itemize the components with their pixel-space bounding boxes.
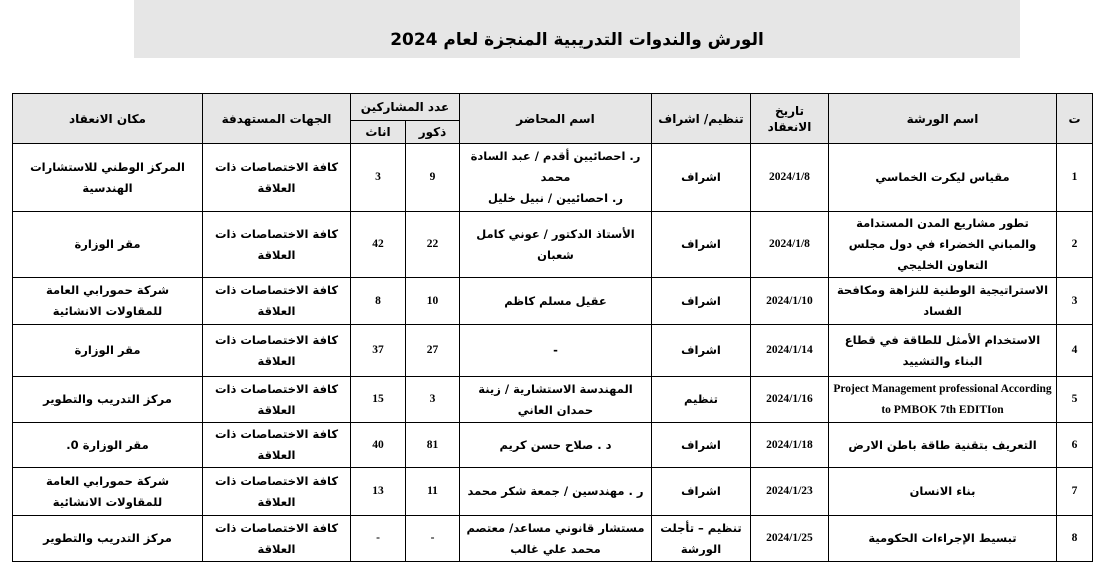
header-participants: عدد المشاركين — [351, 94, 460, 121]
cell-date: 2024/1/10 — [751, 278, 829, 325]
cell-females: 37 — [351, 325, 406, 377]
table-row — [13, 516, 1093, 562]
cell-lecturer: ر . مهندسين / جمعة شكر محمد — [460, 468, 652, 516]
cell-lecturer: - — [460, 325, 652, 377]
header-lecturer: اسم المحاضر — [460, 94, 652, 144]
header-target: الجهات المستهدفة — [203, 94, 351, 144]
cell-lecturer: مستشار قانوني مساعد/ معتصم محمد علي غالب — [460, 516, 652, 562]
cell-date: 2024/1/8 — [751, 212, 829, 278]
cell-females: 3 — [351, 144, 406, 212]
cell-males: 22 — [406, 212, 460, 278]
title-band — [134, 0, 1020, 58]
cell-seq: 6 — [1057, 423, 1093, 468]
document-title: الورش والندوات التدريبية المنجزة لعام 2024 — [390, 30, 764, 50]
cell-venue: مركز التدريب والتطوير — [13, 516, 203, 562]
cell-seq: 1 — [1057, 144, 1093, 212]
cell-organization: اشراف — [652, 423, 751, 468]
cell-target: كافة الاختصاصات ذات العلاقة — [203, 278, 351, 325]
cell-lecturer: المهندسة الاستشارية / زينة حمدان العاني — [460, 377, 652, 423]
cell-females: 42 — [351, 212, 406, 278]
cell-females: 13 — [351, 468, 406, 516]
cell-males: 9 — [406, 144, 460, 212]
table-row — [13, 212, 1093, 278]
cell-target: كافة الاختصاصات ذات العلاقة — [203, 423, 351, 468]
cell-date: 2024/1/18 — [751, 423, 829, 468]
cell-workshop: تطور مشاريع المدن المستدامة والمباني الخضراء في دول مجلس التعاون الخليجي — [829, 212, 1057, 278]
cell-seq: 3 — [1057, 278, 1093, 325]
cell-workshop: Project Management professional According to PMBOK 7th EDITIon — [829, 377, 1057, 423]
cell-target: كافة الاختصاصات ذات العلاقة — [203, 325, 351, 377]
table-body — [13, 144, 1093, 562]
cell-seq: 4 — [1057, 325, 1093, 377]
cell-workshop: مقياس ليكرت الخماسي — [829, 144, 1057, 212]
cell-lecturer: ر. احصائيين أقدم / عبد السادة محمد ر. احصائيين / نبيل خليل — [460, 144, 652, 212]
cell-venue: شركة حمورابي العامة للمقاولات الانشائية — [13, 278, 203, 325]
header-males: ذكور — [406, 121, 460, 144]
cell-date: 2024/1/23 — [751, 468, 829, 516]
cell-organization: اشراف — [652, 468, 751, 516]
header-females: اناث — [351, 121, 406, 144]
cell-seq: 8 — [1057, 516, 1093, 562]
cell-females: 15 — [351, 377, 406, 423]
cell-target: كافة الاختصاصات ذات العلاقة — [203, 516, 351, 562]
cell-target: كافة الاختصاصات ذات العلاقة — [203, 144, 351, 212]
cell-date: 2024/1/8 — [751, 144, 829, 212]
cell-workshop: الاستخدام الأمثل للطاقة في قطاع البناء والتشييد — [829, 325, 1057, 377]
cell-organization: تنظيم — [652, 377, 751, 423]
table-row — [13, 468, 1093, 516]
cell-workshop: تبسيط الإجراءات الحكومية — [829, 516, 1057, 562]
cell-organization: اشراف — [652, 212, 751, 278]
cell-target: كافة الاختصاصات ذات العلاقة — [203, 212, 351, 278]
cell-lecturer: الأستاذ الدكتور / عوني كامل شعبان — [460, 212, 652, 278]
cell-date: 2024/1/14 — [751, 325, 829, 377]
cell-males: 81 — [406, 423, 460, 468]
table-row — [13, 144, 1093, 212]
header-venue: مكان الانعقاد — [13, 94, 203, 144]
cell-males: 3 — [406, 377, 460, 423]
workshops-table — [12, 93, 1093, 562]
cell-venue: مقر الوزارة — [13, 325, 203, 377]
cell-venue: مركز التدريب والتطوير — [13, 377, 203, 423]
table-row — [13, 377, 1093, 423]
cell-target: كافة الاختصاصات ذات العلاقة — [203, 377, 351, 423]
header-date: تاريخ الانعقاد — [751, 94, 829, 144]
cell-venue: المركز الوطني للاستشارات الهندسية — [13, 144, 203, 212]
cell-seq: 2 — [1057, 212, 1093, 278]
cell-venue: شركة حمورابي العامة للمقاولات الانشائية — [13, 468, 203, 516]
cell-organization: تنظيم – تأجلت الورشة — [652, 516, 751, 562]
cell-venue: مقر الوزارة — [13, 212, 203, 278]
cell-females: 8 — [351, 278, 406, 325]
cell-males: 11 — [406, 468, 460, 516]
cell-target: كافة الاختصاصات ذات العلاقة — [203, 468, 351, 516]
cell-males: - — [406, 516, 460, 562]
header-seq: ت — [1057, 94, 1093, 144]
cell-organization: اشراف — [652, 325, 751, 377]
cell-males: 10 — [406, 278, 460, 325]
table-row — [13, 278, 1093, 325]
table-row — [13, 423, 1093, 468]
cell-organization: اشراف — [652, 144, 751, 212]
header-organization: تنظيم/ اشراف — [652, 94, 751, 144]
cell-workshop: بناء الانسان — [829, 468, 1057, 516]
cell-organization: اشراف — [652, 278, 751, 325]
table-row — [13, 325, 1093, 377]
cell-date: 2024/1/25 — [751, 516, 829, 562]
cell-workshop: التعريف بتقنية طاقة باطن الارض — [829, 423, 1057, 468]
cell-date: 2024/1/16 — [751, 377, 829, 423]
cell-workshop: الاستراتيجية الوطنية للنزاهة ومكافحة الفساد — [829, 278, 1057, 325]
cell-venue: مقر الوزارة 0. — [13, 423, 203, 468]
cell-females: 40 — [351, 423, 406, 468]
cell-males: 27 — [406, 325, 460, 377]
cell-seq: 7 — [1057, 468, 1093, 516]
header-workshop: اسم الورشة — [829, 94, 1057, 144]
cell-seq: 5 — [1057, 377, 1093, 423]
cell-lecturer: عقيل مسلم كاظم — [460, 278, 652, 325]
cell-lecturer: د . صلاح حسن كريم — [460, 423, 652, 468]
cell-females: - — [351, 516, 406, 562]
